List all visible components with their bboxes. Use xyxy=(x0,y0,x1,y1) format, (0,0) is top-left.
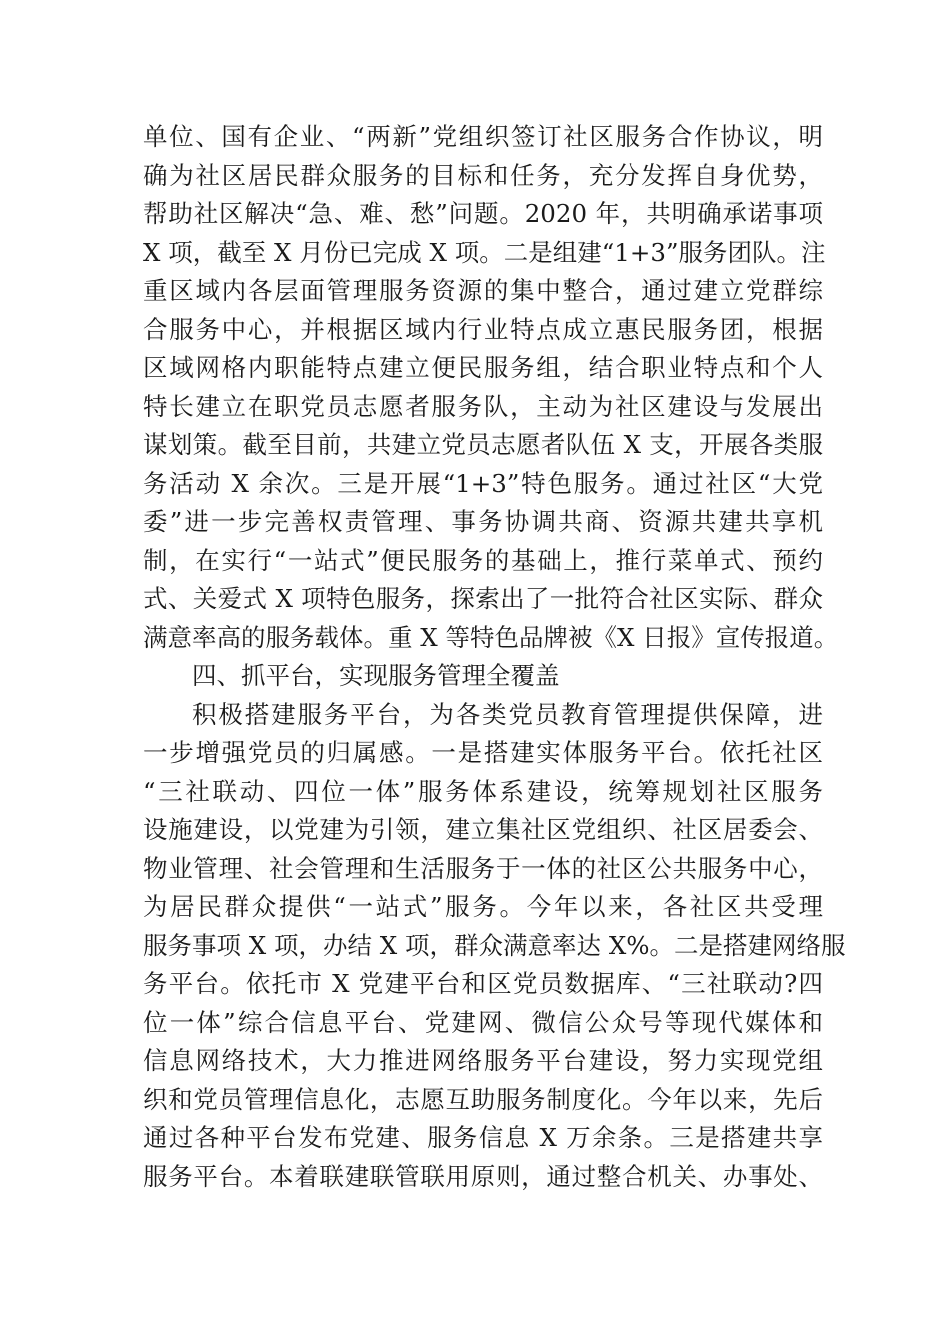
text-line: “三社联动、四位一体”服务体系建设，统筹规划社区服务 xyxy=(143,776,823,806)
text-line: 委”进一步完善权责管理、事务协调共商、资源共建共享机 xyxy=(143,507,823,536)
text-line: 物业管理、社会管理和生活服务于一体的社区公共服务中心， xyxy=(143,853,823,883)
text-line: 务活动 X 余次。三是开展“1+3”特色服务。通过社区“大党 xyxy=(143,468,823,498)
text-line: 服务平台。本着联建联管联用原则，通过整合机关、办事处、 xyxy=(143,1161,823,1191)
text-line: 服务事项 X 项，办结 X 项，群众满意率达 X%。二是搭建网络服 xyxy=(143,930,846,960)
paragraph xyxy=(143,696,846,1197)
text-line: 重区域内各层面管理服务资源的集中整合，通过建立党群综 xyxy=(143,276,823,305)
text-line: 帮助社区解决“急、难、愁”问题。2020 年，共明确承诺事项 xyxy=(143,199,823,228)
text-line: 通过各种平台发布党建、服务信息 X 万余条。三是搭建共享 xyxy=(143,1123,823,1152)
text-line: 单位、国有企业、“两新”党组织签订社区服务合作协议，明 xyxy=(143,122,823,151)
text-line: 特长建立在职党员志愿者服务队，主动为社区建设与发展出 xyxy=(143,391,823,421)
text-line: X 项，截至 X 月份已完成 X 项。二是组建“1+3”服务团队。注 xyxy=(143,237,826,267)
paragraph-continued xyxy=(143,118,839,657)
text-line: 积极搭建服务平台，为各类党员教育管理提供保障，进 xyxy=(192,699,823,729)
text-line: 制，在实行“一站式”便民服务的基础上，推行菜单式、预约 xyxy=(143,545,823,575)
document-body xyxy=(143,118,846,1196)
text-line: 区域网格内职能特点建立便民服务组，结合职业特点和个人 xyxy=(143,353,823,382)
text-line: 谋划策。截至目前，共建立党员志愿者队伍 X 支，开展各类服 xyxy=(143,430,823,459)
text-line: 满意率高的服务载体。重 X 等特色品牌被《X 日报》宣传报道。 xyxy=(143,622,839,652)
text-line: 确为社区居民群众服务的目标和任务，充分发挥自身优势， xyxy=(143,160,823,190)
text-line: 位一体”综合信息平台、党建网、微信公众号等现代媒体和 xyxy=(143,1007,823,1037)
text-line: 一步增强党员的归属感。一是搭建实体服务平台。依托社区 xyxy=(143,738,823,767)
text-line: 织和党员管理信息化，志愿互助服务制度化。今年以来，先后 xyxy=(143,1084,823,1114)
text-line: 为居民群众提供“一站式”服务。今年以来，各社区共受理 xyxy=(143,892,823,921)
text-line: 设施建设，以党建为引领，建立集社区党组织、社区居委会、 xyxy=(143,815,823,844)
text-line: 信息网络技术，大力推进网络服务平台建设，努力实现党组 xyxy=(143,1046,823,1075)
text-line: 式、关爱式 X 项特色服务，探索出了一批符合社区实际、群众 xyxy=(143,584,823,613)
text-line: 务平台。依托市 X 党建平台和区党员数据库、“三社联动?四 xyxy=(143,969,823,998)
text-line: 合服务中心，并根据区域内行业特点成立惠民服务团，根据 xyxy=(143,314,823,344)
section-heading: 四、抓平台，实现服务管理全覆盖 xyxy=(192,661,560,690)
